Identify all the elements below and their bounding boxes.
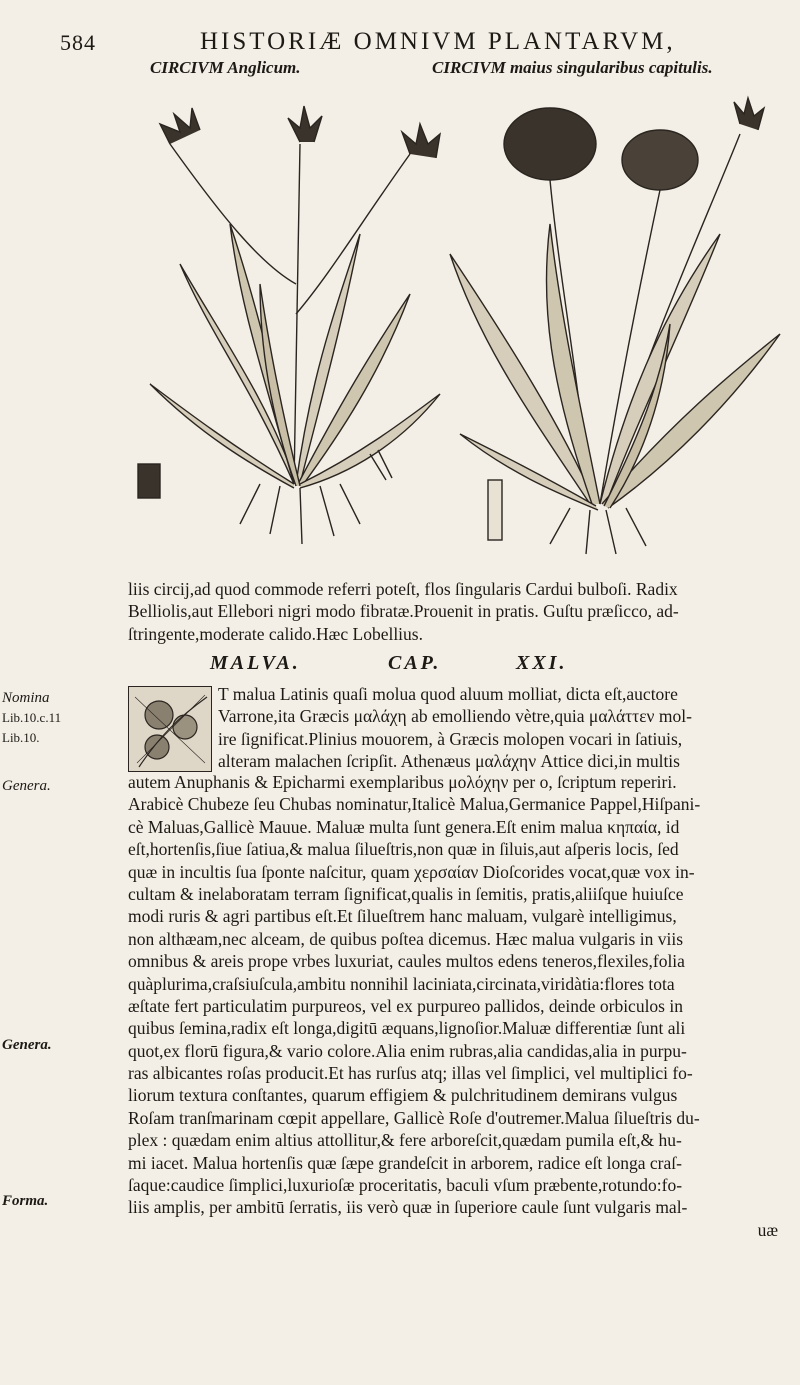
- paragraph-malva-intro: [218, 683, 778, 773]
- marginal-note-lib-2: Lib.10.: [2, 730, 40, 745]
- marginal-note-genera-2: Genera.: [2, 1037, 52, 1053]
- text-line: Belliolis,aut Ellebori nigri modo fibratæ.Prouenit in pratis. Guſtu præſicco, ad-: [128, 601, 679, 622]
- marginal-note-forma: Forma.: [2, 1193, 49, 1209]
- marginal-note-nomina: Nomina: [2, 690, 50, 706]
- text-line: ſtringente,moderate calido.Hæc Lobellius.: [128, 623, 423, 644]
- text-line: cè Maluas,Gallicè Mauue. Maluæ multa ſunt genera.Eſt enim malua κηπαία, id: [128, 816, 680, 837]
- chapter-title: MALVA.: [210, 652, 301, 674]
- woodcut-thistle-right: [440, 84, 800, 562]
- text-line: ſaque:caudice ſimplici,luxurioſæ proceritatis, baculi vſum præbente,rotundo:fo-: [128, 1175, 683, 1196]
- text-line: ire ſignificat.Plinius mouorem, à Græcis molopen vocari in ſatiuis,: [218, 728, 683, 749]
- text-line: ras albicantes roſas producit.Et has rurſus atq; illas vel ſimplici, vel multiplici fo-: [128, 1063, 693, 1084]
- chapter-cap-label: CAP.: [388, 652, 442, 674]
- text-line: uæ: [757, 1219, 778, 1240]
- paragraph-circium-end: [128, 578, 778, 645]
- page-number: 584: [60, 30, 96, 55]
- text-line: quàplurima,craſsiuſcula,ambitu nonnihil laciniata,circinata,viridàtia:flores tota: [128, 973, 675, 994]
- text-line: liis amplis, per ambitū ſerratis, iis verò quæ in ſuperiore caule ſunt vulgaris mal-: [128, 1197, 688, 1218]
- text-line: omnibus & areis prope vrbes luxuriat, caules multos edens teneros,flexiles,folia: [128, 951, 685, 972]
- text-line: T malua Latinis quaſi molua quod aluum molliat, dicta eſt,auctore: [218, 684, 678, 704]
- thistle-illustration-left: [110, 84, 470, 562]
- chapter-number: XXI.: [516, 652, 568, 674]
- running-title: HISTORIÆ OMNIVM PLANTARVM,: [200, 28, 676, 55]
- text-line: non althæam,nec alceam, de quibus poſtea dicemus. Hæc malua vulgaris in viis: [128, 928, 684, 949]
- text-line: liis circij,ad quod commode referri poteſt, flos ſingularis Cardui bulboſi. Radix: [128, 579, 678, 599]
- text-line: alteram malachen ſcripſit. Athenæus μαλάχην Attice dici,in multis: [218, 751, 680, 772]
- chapter-heading: [210, 652, 730, 675]
- marginal-note-genera-1: Genera.: [2, 778, 51, 794]
- decorated-initial: [128, 686, 212, 772]
- text-line: autem Anuphanis & Epicharmi exemplaribus μολόχην per ο, ſcriptum reperiri.: [128, 772, 677, 792]
- woodcut-thistle-left: [110, 84, 470, 562]
- plate-caption-left: CIRCIVM Anglicum.: [150, 58, 301, 77]
- text-line: cultam & inelaboratam terram ſignificat,qualis in ſemitis, pratis,aliiſque huiuſce: [128, 883, 684, 904]
- paragraph-malva-main: [128, 771, 778, 1241]
- text-line: æſtate fert particulatim purpureos, vel ex purpureo pallidos, deinde orbiculos in: [128, 995, 683, 1016]
- text-line: Roſam tranſmarinam cœpit appellare, Gallicè Roſe d'outremer.Malua ſilueſtris du-: [128, 1107, 700, 1128]
- text-line: Arabicè Chubeze ſeu Chubas nominatur,Italicè Malua,Germanice Pappel,Hiſpani-: [128, 794, 701, 815]
- mallow-initial-ornament: [129, 687, 211, 771]
- text-line: quibus ſemina,radix eſt longa,digitū æquans,lignoſior.Maluæ differentiæ ſunt ali: [128, 1018, 686, 1039]
- text-line: Varrone,ita Græcis μαλάχη ab emolliendo vètre,quia μαλάττεν mol-: [218, 706, 692, 727]
- plate-caption-right: CIRCIVM maius singularibus capitulis.: [432, 58, 713, 77]
- text-line: modi ruris & agri partibus eſt.Et ſilueſtrem hanc maluam, vulgarè intelligimus,: [128, 906, 677, 927]
- text-line: eſt,hortenſis,ſiue ſatiua,& malua ſilueſtris,non quæ in ſiluis,aut aſperis locis, ſed: [128, 839, 679, 860]
- thistle-illustration-right: [440, 84, 800, 562]
- marginal-note-lib-1: Lib.10.c.11: [2, 710, 62, 725]
- text-line: quæ in incultis ſua ſponte naſcitur, quam χερσαίαν Dioſcorides vocat,quæ vox in-: [128, 861, 695, 882]
- text-line: mi iacet. Malua hortenſis quæ ſæpe grandeſcit in arborem, radice eſt longa craſ-: [128, 1152, 682, 1173]
- text-line: quot,ex florū figura,& vario colore.Alia enim rubras,alia candidas,alia in purpu-: [128, 1040, 687, 1061]
- text-line: liorum textura conſtantes, quarum effigiem & pulchritudinem demirans vulgus: [128, 1085, 678, 1106]
- text-line: plex : quædam enim altius attollitur,& fere arboreſcit,quædam pumila eſt,& hu-: [128, 1130, 682, 1151]
